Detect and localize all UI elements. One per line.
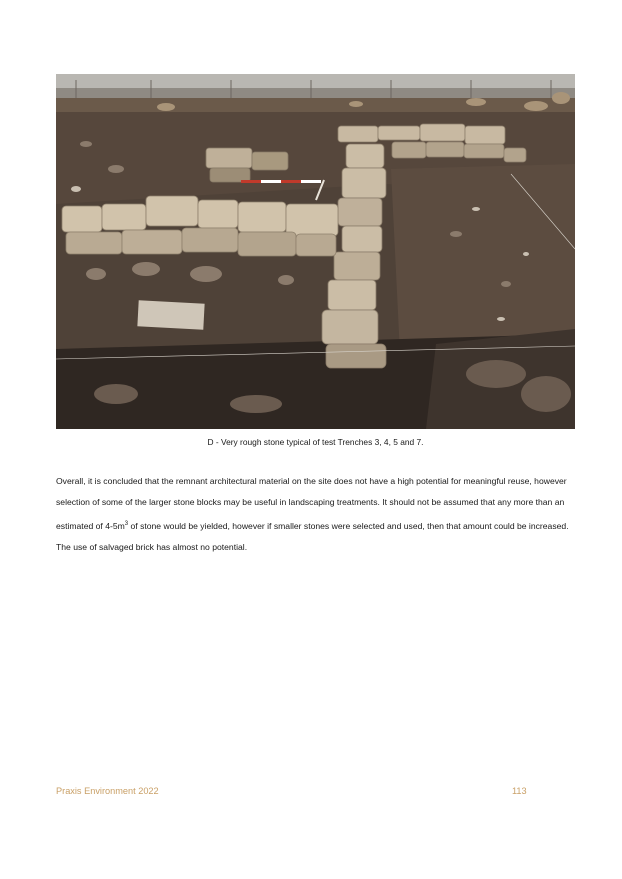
page-number: 113 <box>512 786 527 796</box>
figure-caption: D - Very rough stone typical of test Trenches 3, 4, 5 and 7. <box>207 437 424 447</box>
excavation-trench-image <box>56 74 575 429</box>
cubic-superscript: 3 <box>124 520 129 527</box>
trench-photograph <box>56 74 575 429</box>
paragraph-text-part1: Overall, it is concluded that the remnant architectural material on the site does not have a high potential for meaningful reuse, however selection of some of the larger stone blocks may be useful in landscaping treatments. It should not be assumed that any more than an estimated of 4-5m <box>56 476 567 531</box>
paragraph-text-part2: of stone would be yielded, however if smaller stones were selected and used, then that amount could be increased. The use of salvaged brick has almost no potential. <box>56 520 569 552</box>
body-paragraph <box>56 471 570 558</box>
footer-organisation: Praxis Environment 2022 <box>56 786 159 796</box>
